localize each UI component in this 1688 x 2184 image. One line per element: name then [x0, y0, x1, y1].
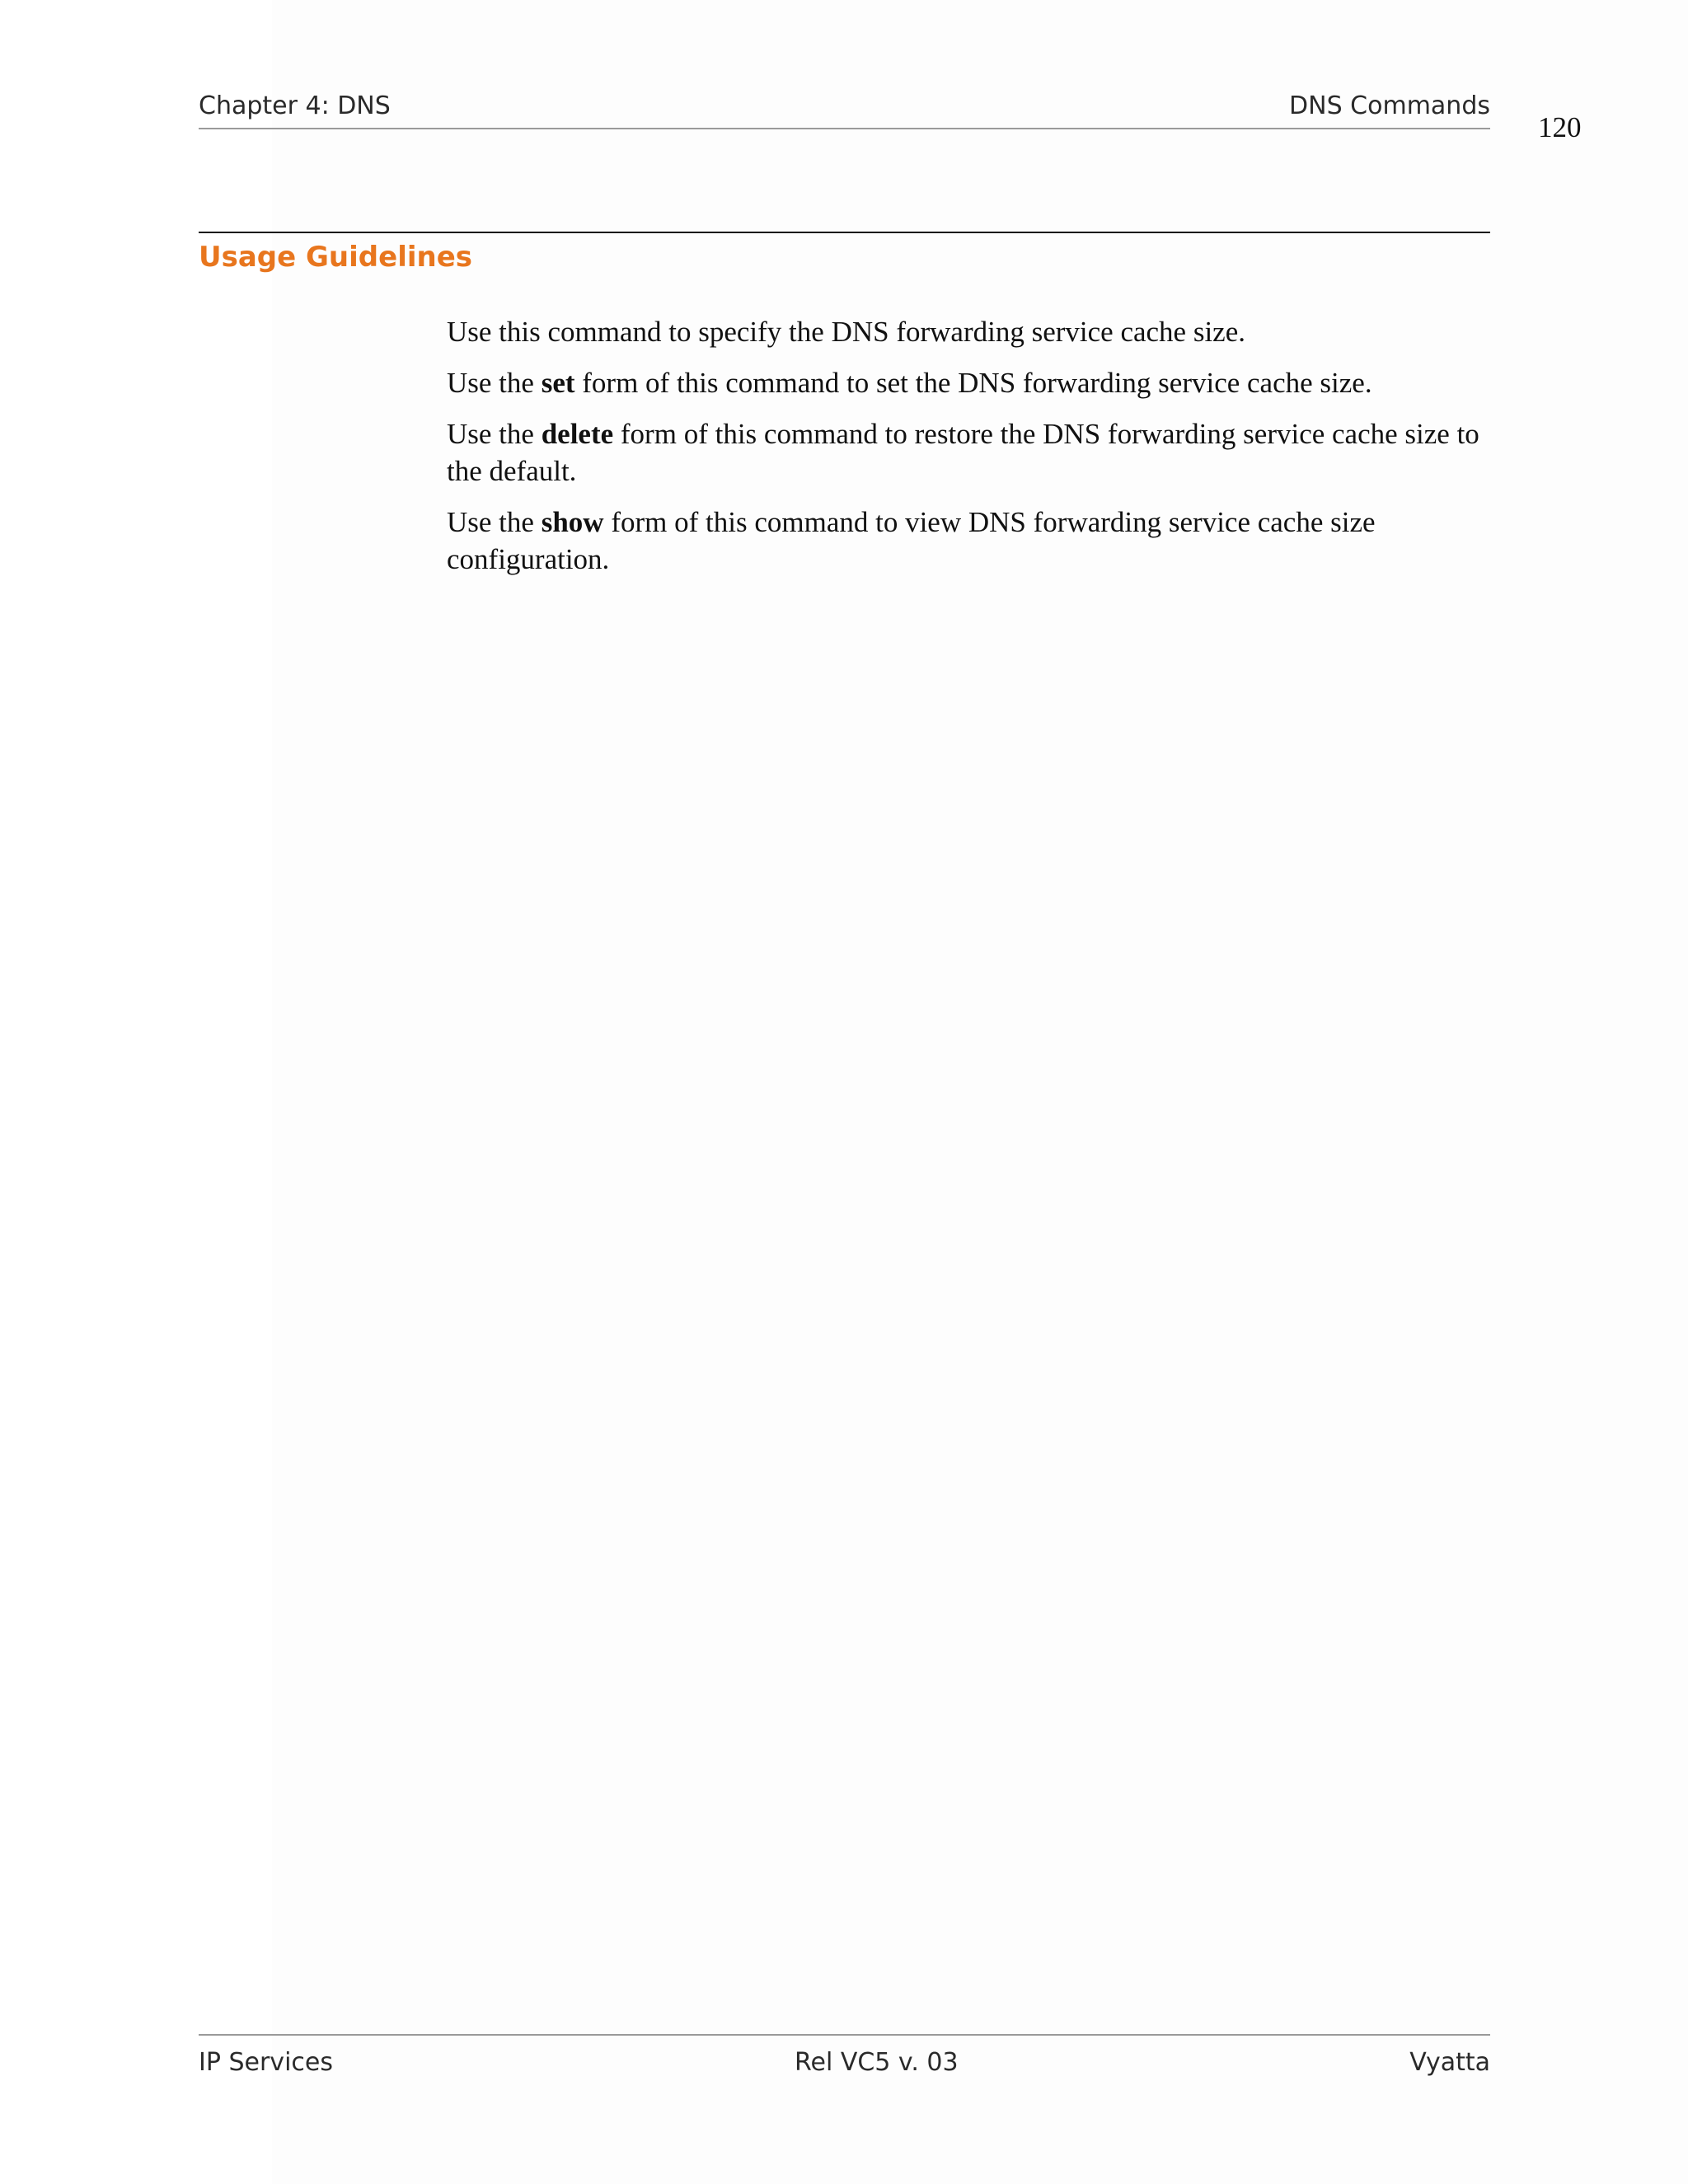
header-chapter: Chapter 4: DNS: [199, 91, 391, 120]
paragraph-2-text-before: Use the: [447, 367, 542, 399]
paragraph-4-keyword: show: [541, 506, 604, 538]
footer-divider: [199, 2034, 1490, 2036]
section-heading: Usage Guidelines: [199, 241, 472, 274]
paragraph-4-text-before: Use the: [447, 506, 542, 538]
paragraph-2: [447, 364, 1490, 401]
header-divider: [199, 128, 1490, 129]
footer-release: Rel VC5 v. 03: [795, 2048, 959, 2077]
usage-guidelines-body: [447, 313, 1490, 592]
paragraph-2-keyword: set: [541, 367, 575, 399]
paragraph-2-text-after: form of this command to set the DNS forwarding service cache size.: [574, 367, 1372, 399]
paragraph-3-text-before: Use the: [447, 418, 542, 450]
section-divider: [199, 232, 1490, 233]
paragraph-1-text: Use this command to specify the DNS forwarding service cache size.: [447, 316, 1245, 348]
paragraph-4-text-after: form of this command to view DNS forwarding service cache size configuration.: [447, 506, 1376, 575]
footer-company: Vyatta: [1409, 2048, 1490, 2077]
paragraph-1: [447, 313, 1490, 350]
footer-product: IP Services: [199, 2048, 333, 2077]
header-section: DNS Commands: [1289, 91, 1490, 120]
paragraph-4: [447, 504, 1490, 578]
paragraph-3-text-after: form of this command to restore the DNS forwarding service cache size to the default.: [447, 418, 1479, 487]
page-number: 120: [1538, 111, 1582, 143]
paragraph-3: [447, 415, 1490, 490]
paragraph-3-keyword: delete: [541, 418, 614, 450]
